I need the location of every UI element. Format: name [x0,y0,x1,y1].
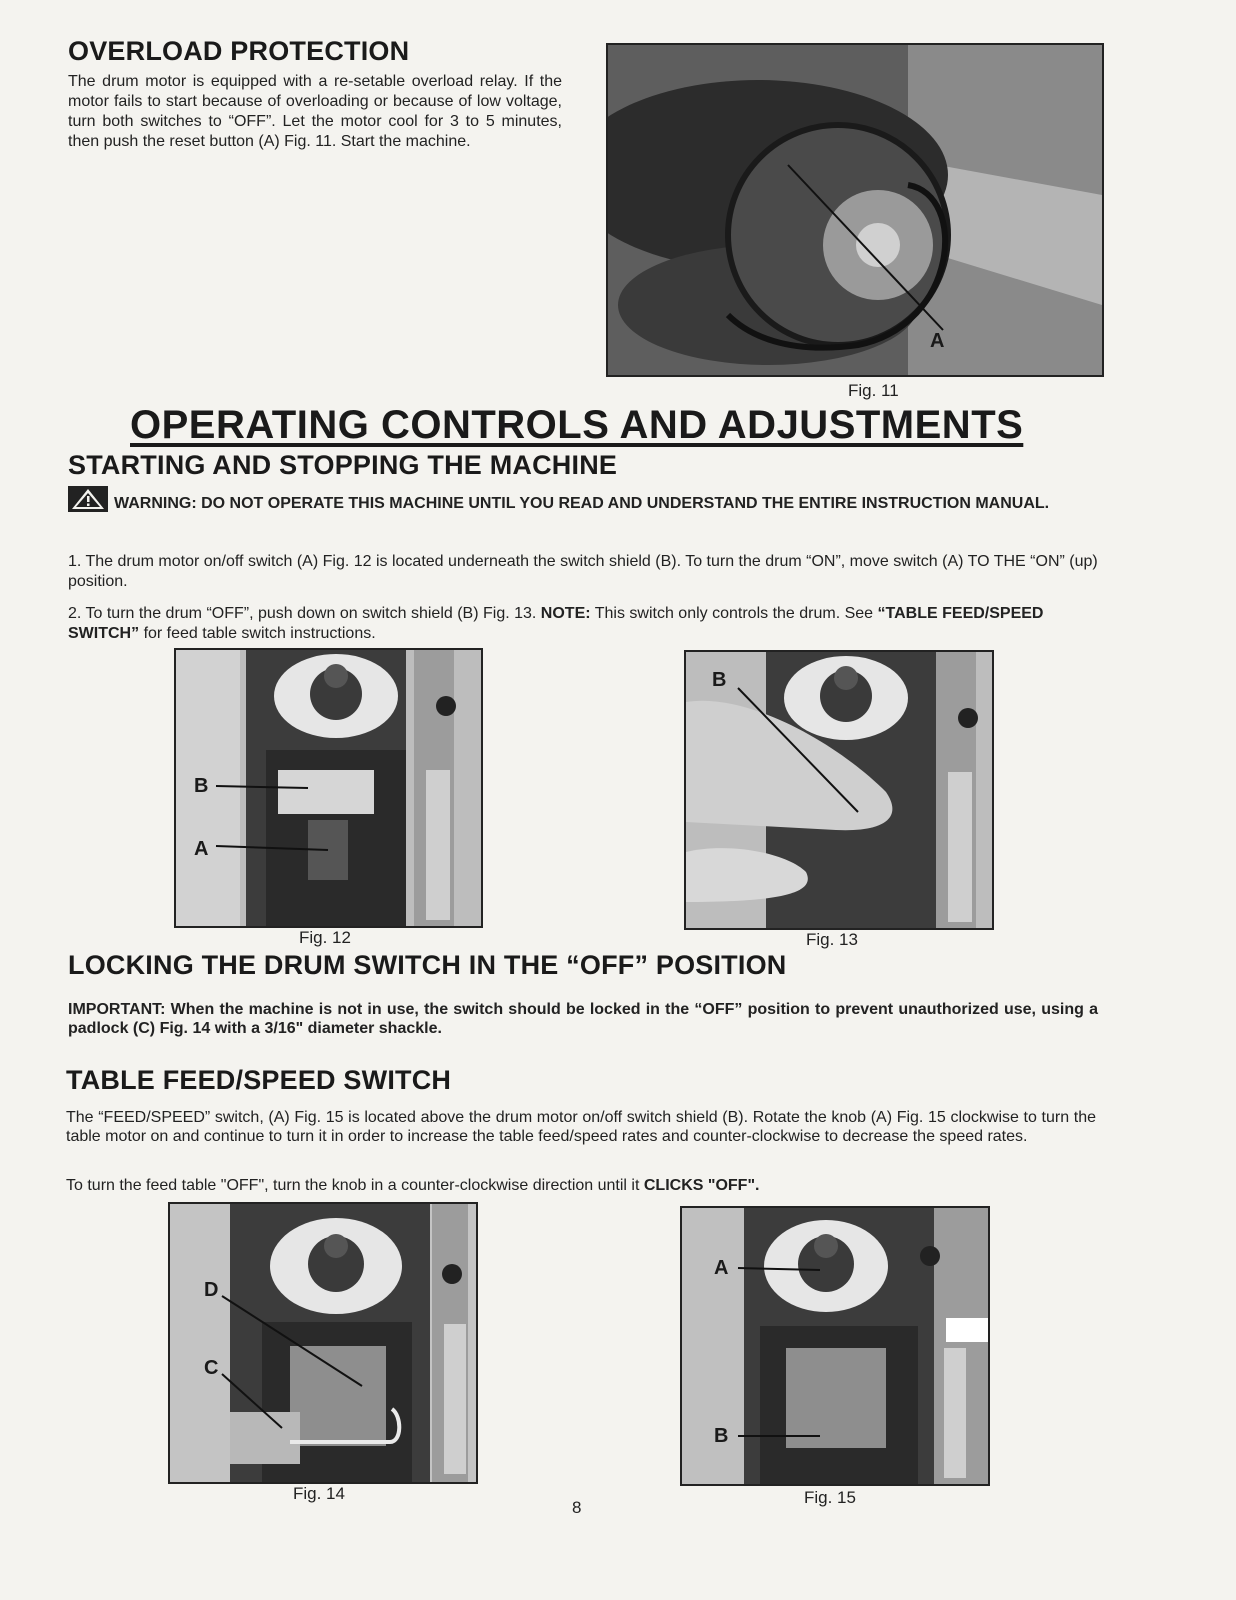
fig11-caption: Fig. 11 [848,381,899,400]
page-number: 8 [572,1498,582,1517]
step-2-note: This switch only controls the drum. See [594,605,874,622]
fig14-callout-d: D [204,1279,219,1301]
overload-heading: OVERLOAD PROTECTION [68,36,410,66]
step-2-tail: for feed table switch instructions. [143,625,376,642]
page-title: OPERATING CONTROLS AND ADJUSTMENTS [130,403,1024,447]
starting-heading: STARTING AND STOPPING THE MACHINE [68,450,618,480]
warning-block [68,486,1108,514]
fig12-callout-b: B [194,775,209,797]
fig13-caption: Fig. 13 [806,930,858,949]
step-2-ref: “TABLE FEED/SPEED SWITCH” [68,605,1044,642]
fig13-photo [684,650,994,930]
fig11-photo [606,43,1104,377]
fig14-callout-c: C [204,1357,219,1379]
fig12-photo [174,648,483,928]
fig12-caption: Fig. 12 [299,928,351,947]
warning-icon [68,486,108,512]
overload-body: The drum motor is equipped with a re-setable overload relay. If the motor fails to start because of overloading or because of low voltage, turn both switches to “OFF”. Let the motor cool for 3 to 5 minutes, then push the reset button (A) Fig. 11. Start the machine. [68,73,562,150]
fig13-callout-b: B [712,669,727,691]
feed-para-1: The “FEED/SPEED” switch, (A) Fig. 15 is located above the drum motor on/off switch shield (B). Rotate the knob (A) Fig. 15 clockwise to turn the table motor on and continue to turn it in order to increase the table feed/speed rates and counter-clockwise to decrease the speed rates. [66,1109,1096,1145]
step-2-text: 2. To turn the drum “OFF”, push down on switch shield (B) Fig. 13. [68,605,537,622]
step-1: 1. The drum motor on/off switch (A) Fig. 12 is located underneath the switch shield (B). To turn the drum “ON”, move switch (A) TO THE “ON” (up) position. [68,553,1098,590]
feed-heading: TABLE FEED/SPEED SWITCH [66,1065,452,1095]
warning-text: WARNING: DO NOT OPERATE THIS MACHINE UNTIL YOU READ AND UNDERSTAND THE ENTIRE INSTRUCTION MANUAL. [114,495,1050,512]
step-2 [68,604,1108,644]
fig15-callout-a: A [714,1257,729,1279]
fig14-caption: Fig. 14 [293,1484,345,1503]
feed-para-2 [66,1176,1096,1196]
fig15-photo [680,1206,990,1486]
fig12-callout-a: A [194,838,209,860]
fig14-photo [168,1202,478,1484]
feed-para-2-emph: CLICKS "OFF". [643,1177,760,1194]
fig11-callout-a: A [930,330,945,352]
fig15-callout-b: B [714,1425,729,1447]
fig15-caption: Fig. 15 [804,1488,856,1507]
feed-para-2-text: To turn the feed table "OFF", turn the knob in a counter-clockwise direction until it [66,1177,640,1194]
step-2-note-label: NOTE: [540,605,591,622]
locking-important: IMPORTANT: When the machine is not in use, the switch should be locked in the “OFF” position to prevent unauthorized use, using a padlock (C) Fig. 14 with a 3/16" diameter shackle. [68,1001,1098,1037]
locking-heading: LOCKING THE DRUM SWITCH IN THE “OFF” POSITION [68,950,787,980]
